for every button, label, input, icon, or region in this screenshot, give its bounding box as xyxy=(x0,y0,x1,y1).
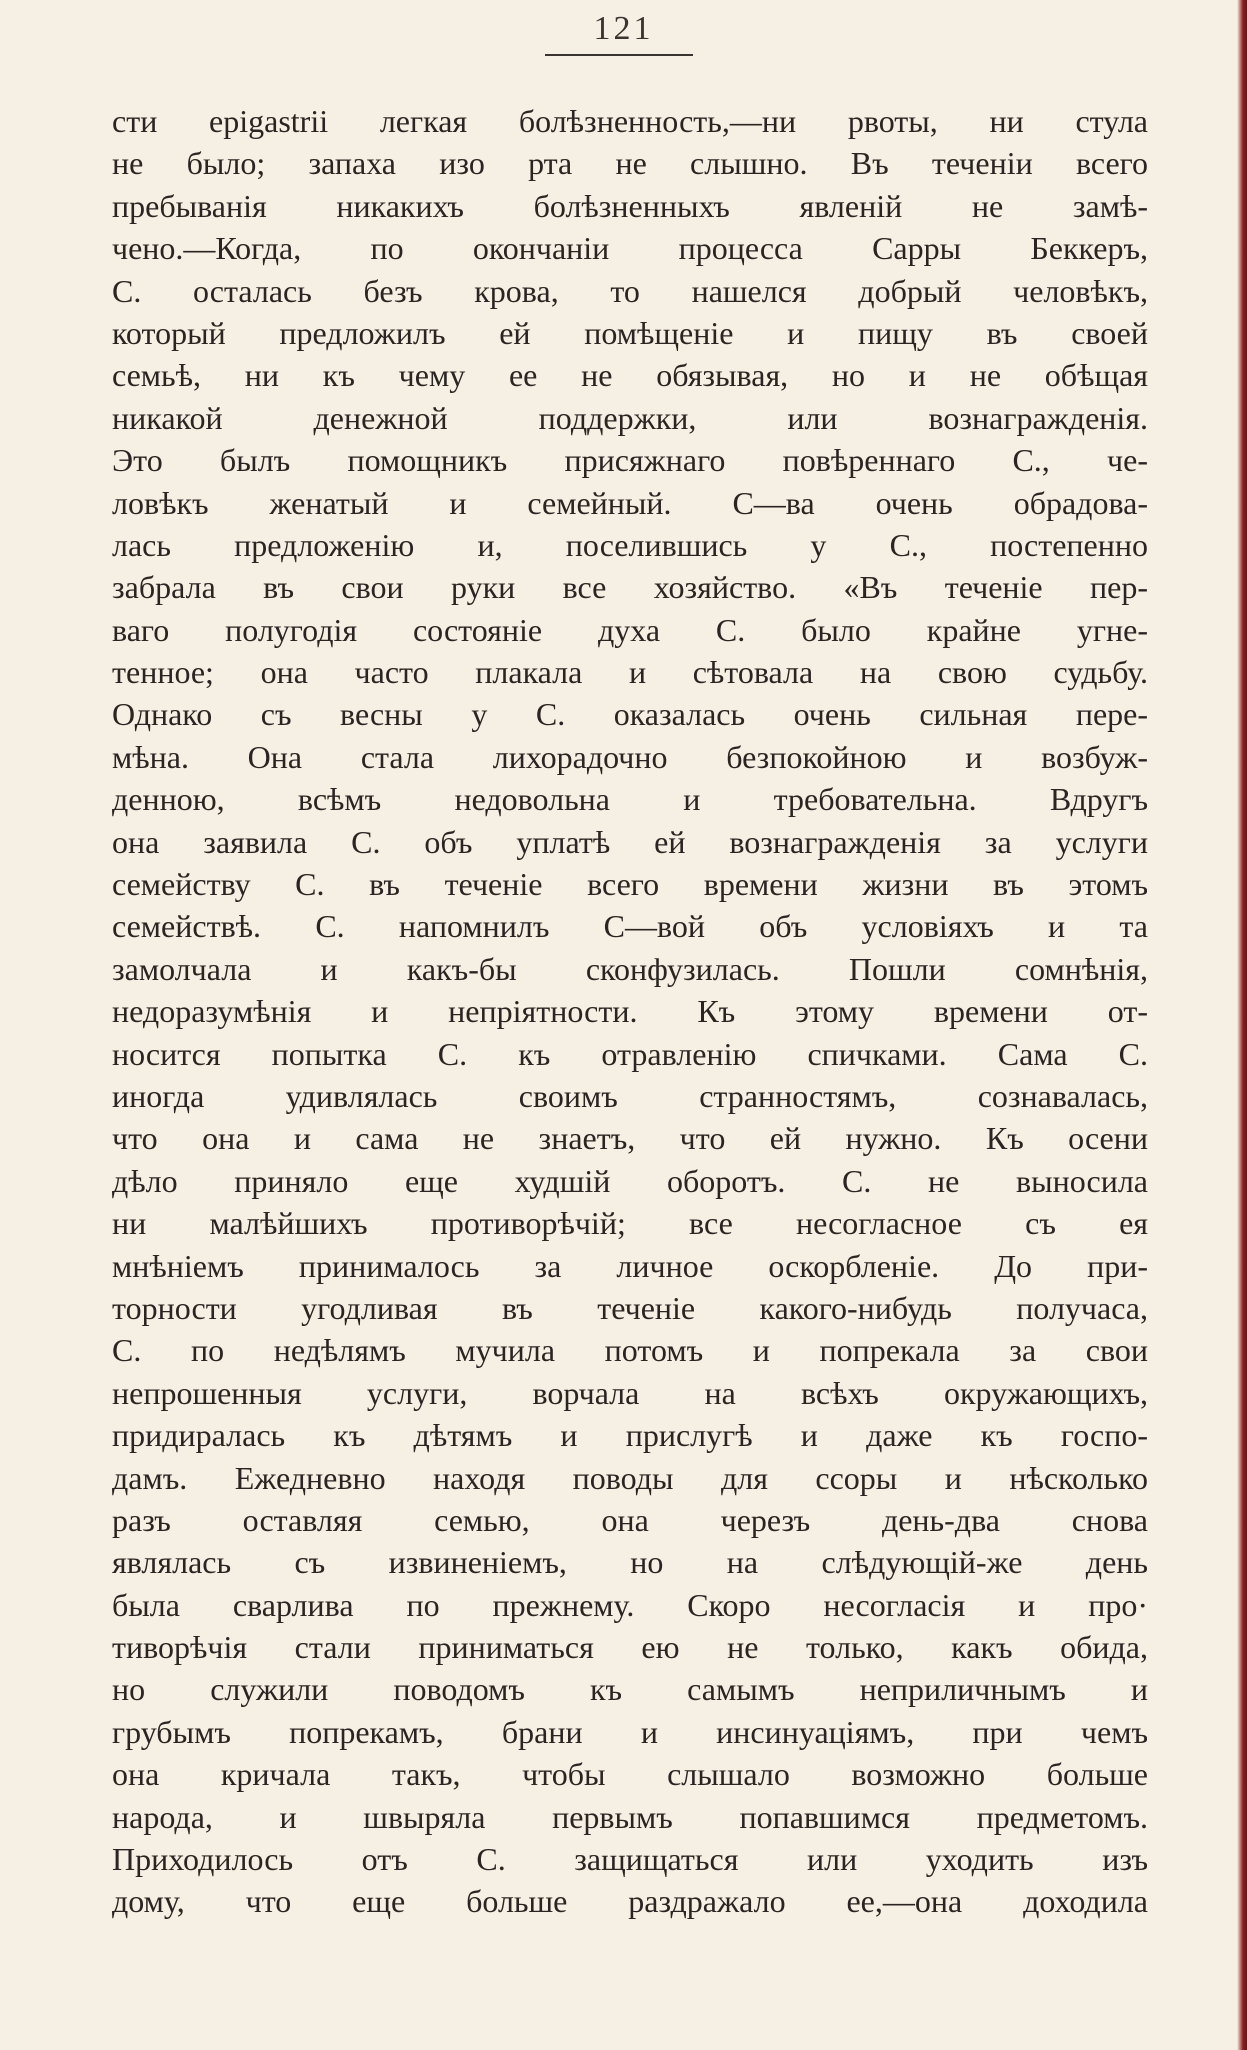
text-line: мѣна. Она стала лихорадочно безпокойною и возбуж- xyxy=(112,738,1148,775)
text-line: семействѣ. С. напомнилъ С—вой объ условіяхъ и та xyxy=(112,908,1148,945)
text-line: чено.—Когда, по окончаніи процесса Сарры Беккеръ, xyxy=(112,230,1148,267)
text-line: тенное; она часто плакала и сѣтовала на свою судьбу. xyxy=(112,654,1148,691)
text-line: она заявила С. объ уплатѣ ей вознагражденія за услуги xyxy=(112,823,1148,860)
text-line: дамъ. Ежедневно находя поводы для ссоры и нѣсколько xyxy=(112,1459,1148,1496)
text-line: торности угодливая въ теченіе какого-нибудь получаса, xyxy=(112,1289,1148,1326)
text-line: была сварлива по прежнему. Скоро несогласія и про· xyxy=(112,1586,1148,1623)
header-rule xyxy=(545,54,693,56)
text-line: но служили поводомъ къ самымъ неприличнымъ и xyxy=(112,1671,1148,1708)
text-line: дому, что еще больше раздражало ее,—она доходила xyxy=(112,1883,1148,1920)
text-line: забрала въ свои руки все хозяйство. «Въ теченіе пер- xyxy=(112,569,1148,606)
text-line: Это былъ помощникъ присяжнаго повѣреннаго С., че- xyxy=(112,442,1148,479)
page-number: 121 xyxy=(593,10,654,47)
text-line: не было; запаха изо рта не слышно. Въ теченіи всего xyxy=(112,145,1148,182)
text-line: Приходилось отъ С. защищаться или уходить изъ xyxy=(112,1841,1148,1878)
body-text xyxy=(112,100,1148,1923)
text-line: разъ оставляя семью, она черезъ день-два снова xyxy=(112,1501,1148,1538)
text-line: семейству С. въ теченіе всего времени жизни въ этомъ xyxy=(112,866,1148,903)
text-line: С. осталась безъ крова, то нашелся добрый человѣкъ, xyxy=(112,272,1148,309)
text-line: мнѣніемъ принималось за личное оскорбленіе. До при- xyxy=(112,1247,1148,1284)
text-line: ваго полугодія состояніе духа С. было крайне угне- xyxy=(112,611,1148,648)
text-line: иногда удивлялась своимъ странностямъ, сознавалась, xyxy=(112,1077,1148,1114)
text-line: придиралась къ дѣтямъ и прислугѣ и даже къ госпо- xyxy=(112,1417,1148,1454)
text-line: Однако съ весны у С. оказалась очень сильная пере- xyxy=(112,696,1148,733)
binding-edge xyxy=(1237,0,1247,2050)
text-line: денною, всѣмъ недовольна и требовательна. Вдругъ xyxy=(112,781,1148,818)
text-line: лась предложенію и, поселившись у С., постепенно xyxy=(112,526,1148,563)
text-line: являлась съ извиненіемъ, но на слѣдующій-же день xyxy=(112,1544,1148,1581)
text-line: народа, и швыряла первымъ попавшимся предметомъ. xyxy=(112,1798,1148,1835)
text-line: семьѣ, ни къ чему ее не обязывая, но и не обѣщая xyxy=(112,357,1148,394)
text-line: сти epigastrii легкая болѣзненность,—ни рвоты, ни стула xyxy=(112,103,1148,139)
text-line: носится попытка С. къ отравленію спичками. Сама С. xyxy=(112,1035,1148,1072)
text-line: тиворѣчія стали приниматься ею не только, какъ обида, xyxy=(112,1629,1148,1666)
text-line: дѣло приняло еще худшій оборотъ. С. не выносила xyxy=(112,1162,1148,1199)
text-line: ловѣкъ женатый и семейный. С—ва очень обрадова- xyxy=(112,484,1148,521)
text-line: что она и сама не знаетъ, что ей нужно. Къ осени xyxy=(112,1120,1148,1157)
text-line: пребыванія никакихъ болѣзненныхъ явленій не замѣ- xyxy=(112,187,1148,224)
text-line: непрошенныя услуги, ворчала на всѣхъ окружающихъ, xyxy=(112,1374,1148,1411)
text-line: С. по недѣлямъ мучила потомъ и попрекала за свои xyxy=(112,1332,1148,1369)
text-line: который предложилъ ей помѣщеніе и пищу въ своей xyxy=(112,314,1148,351)
text-line: замолчала и какъ-бы сконфузилась. Пошли сомнѣнія, xyxy=(112,950,1148,987)
text-line: ни малѣйшихъ противорѣчій; все несогласное съ ея xyxy=(112,1205,1148,1242)
text-line: грубымъ попрекамъ, брани и инсинуаціямъ, при чемъ xyxy=(112,1713,1148,1750)
text-line: недоразумѣнія и непріятности. Къ этому времени от- xyxy=(112,993,1148,1030)
text-line: никакой денежной поддержки, или вознагражденія. xyxy=(112,399,1148,436)
text-line: она кричала такъ, чтобы слышало возможно больше xyxy=(112,1756,1148,1793)
